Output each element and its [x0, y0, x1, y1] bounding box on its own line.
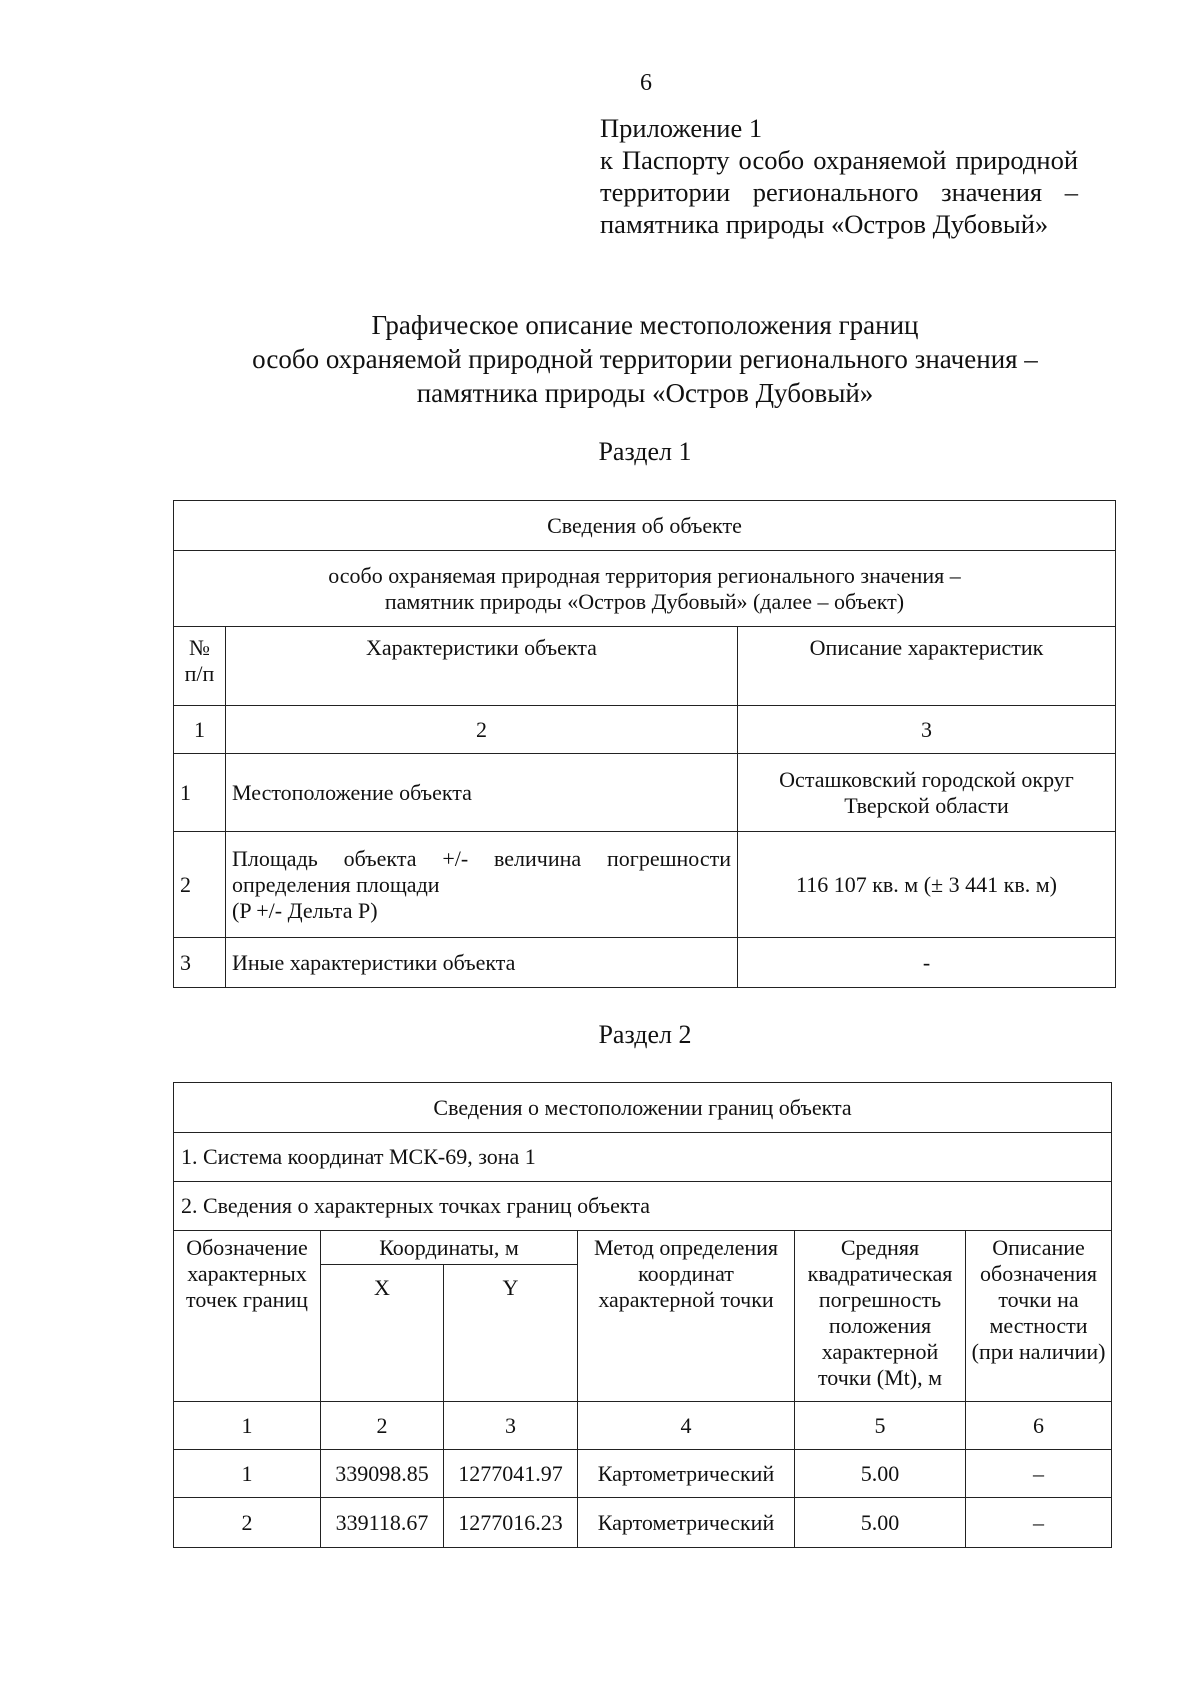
row-num: 1: [174, 754, 226, 832]
point-method: Картометрический: [578, 1450, 795, 1498]
header-x: X: [321, 1265, 444, 1402]
col-number-6: 6: [966, 1402, 1112, 1450]
point-id: 1: [174, 1450, 321, 1498]
table-row: [174, 1450, 1112, 1498]
table-row: [174, 938, 1116, 988]
area-line-1: Площадь объекта +/- величина погрешности: [232, 845, 731, 871]
object-name-line-2: памятник природы «Остров Дубовый» (далее – объект): [384, 588, 905, 614]
appendix-note: [600, 112, 1078, 240]
point-description: –: [966, 1498, 1112, 1548]
table-row: [174, 832, 1116, 938]
row-characteristic: [226, 832, 738, 938]
header-coordinates: Координаты, м: [321, 1231, 578, 1265]
points-info: 2. Сведения о характерных точках границ объекта: [174, 1182, 1112, 1231]
table-row: [174, 754, 1116, 832]
row-num: 3: [174, 938, 226, 988]
col-number-3: 3: [444, 1402, 578, 1450]
appendix-reference: к Паспорту особо охраняемой природной территории регионального значения – памятника природы «Остров Дубовый»: [600, 145, 1078, 239]
point-description: –: [966, 1450, 1112, 1498]
page-number: 6: [640, 70, 652, 96]
section-2-heading: Раздел 2: [598, 1020, 692, 1049]
row-description: Осташковский городской округ Тверской области: [738, 754, 1116, 832]
row-characteristic: Местоположение объекта: [226, 754, 738, 832]
document-title: [160, 308, 1130, 410]
appendix-label: Приложение 1: [600, 113, 763, 143]
point-x: 339118.67: [321, 1498, 444, 1548]
header-y: Y: [444, 1265, 578, 1402]
row-description: 116 107 кв. м (± 3 441 кв. м): [738, 832, 1116, 938]
header-designation: Обозначение характерных точек границ: [174, 1231, 321, 1402]
point-error: 5.00: [795, 1498, 966, 1548]
header-point-description: Описание обозначения точки на местности (при наличии): [966, 1231, 1112, 1402]
table-row: [174, 1498, 1112, 1548]
title-line-1: Графическое описание местоположения границ: [371, 310, 919, 340]
boundary-points-table: [173, 1082, 1112, 1548]
point-error: 5.00: [795, 1450, 966, 1498]
title-line-3: памятника природы «Остров Дубовый»: [416, 378, 874, 408]
header-characteristic: Характеристики объекта: [226, 627, 738, 706]
header-method: Метод определения координат характерной точки: [578, 1231, 795, 1402]
object-info-table: [173, 500, 1116, 988]
object-table-title: Сведения об объекте: [174, 501, 1116, 551]
col-number-3: 3: [738, 706, 1116, 754]
header-num: № п/п: [174, 627, 226, 706]
col-number-5: 5: [795, 1402, 966, 1450]
object-name-cell: [174, 551, 1116, 627]
col-number-4: 4: [578, 1402, 795, 1450]
point-y: 1277041.97: [444, 1450, 578, 1498]
point-x: 339098.85: [321, 1450, 444, 1498]
object-name-line-1: особо охраняемая природная территория регионального значения –: [328, 562, 961, 588]
boundary-table-title: Сведения о местоположении границ объекта: [174, 1083, 1112, 1133]
point-id: 2: [174, 1498, 321, 1548]
area-line-2: определения площади: [232, 871, 440, 897]
header-description: Описание характеристик: [738, 627, 1116, 706]
point-method: Картометрический: [578, 1498, 795, 1548]
section-1-heading: Раздел 1: [598, 437, 692, 466]
area-line-3: (P +/- Дельта P): [232, 897, 378, 923]
col-number-1: 1: [174, 1402, 321, 1450]
row-characteristic: Иные характеристики объекта: [226, 938, 738, 988]
coordinate-system: 1. Система координат МСК-69, зона 1: [174, 1133, 1112, 1182]
col-number-1: 1: [174, 706, 226, 754]
row-num: 2: [174, 832, 226, 938]
row-description: -: [738, 938, 1116, 988]
col-number-2: 2: [321, 1402, 444, 1450]
title-line-2: особо охраняемой природной территории регионального значения –: [252, 344, 1038, 374]
col-number-2: 2: [226, 706, 738, 754]
header-error: Средняя квадратическая погрешность положения характерной точки (Mt), м: [795, 1231, 966, 1402]
point-y: 1277016.23: [444, 1498, 578, 1548]
